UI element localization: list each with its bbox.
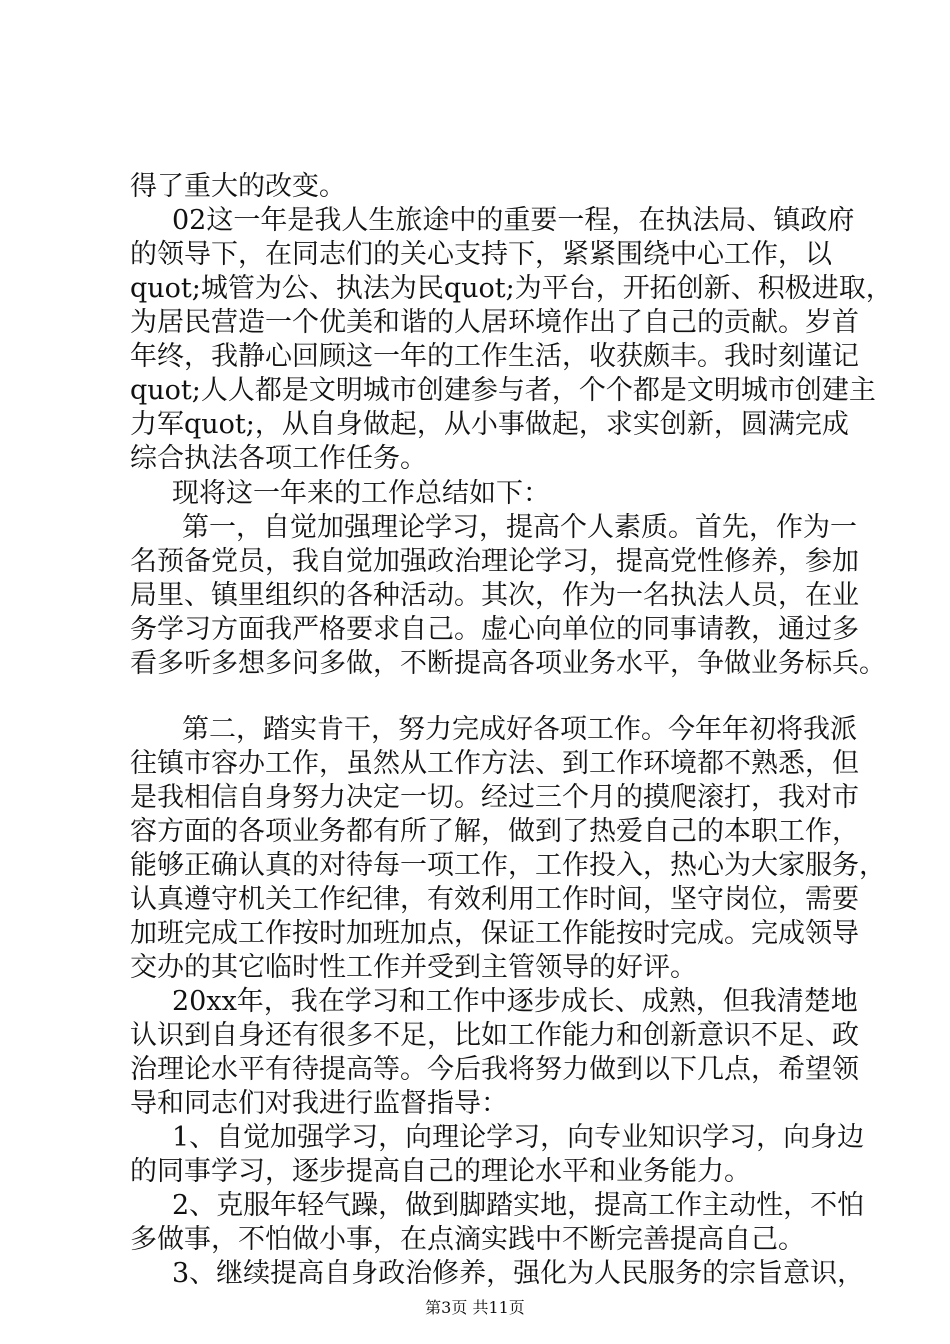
text-line: 第一，自觉加强理论学习，提高个人素质。首先，作为一 [182,512,857,543]
text-line: 02这一年是我人生旅途中的重要一程，在执法局、镇政府 [172,205,855,236]
text-line: 名预备党员，我自觉加强政治理论学习，提高党性修养，参加 [130,546,859,577]
text-line: 看多听多想多问多做，不断提高各项业务水平，争做业务标兵。 [130,648,886,679]
text-line: 交办的其它临时性工作并受到主管领导的好评。 [130,952,697,983]
text-line: 多做事，不怕做小事，在点滴实践中不断完善提高自己。 [130,1224,805,1255]
text-line: 年终，我静心回顾这一年的工作生活，收获颇丰。我时刻谨记 [130,341,859,372]
text-line: 的同事学习，逐步提高自己的理论水平和业务能力。 [130,1156,751,1187]
text-line: 治理论水平有待提高等。今后我将努力做到以下几点，希望领 [130,1054,859,1085]
text-line: quot;城管为公、执法为民quot;为平台，开拓创新、积极进取， [130,273,893,304]
text-line: 得了重大的改变。 [130,171,346,202]
text-line: 局里、镇里组织的各种活动。其次，作为一名执法人员，在业 [130,580,859,611]
text-line: 综合执法各项工作任务。 [130,443,427,474]
text-line: 导和同志们对我进行监督指导： [130,1088,508,1119]
text-line: 的领导下，在同志们的关心支持下，紧紧围绕中心工作，以 [130,239,832,270]
text-line: 1、自觉加强学习，向理论学习，向专业知识学习，向身边 [172,1122,865,1153]
text-line: 务学习方面我严格要求自己。虚心向单位的同事请教，通过多 [130,614,859,645]
text-line: quot;人人都是文明城市创建参与者，个个都是文明城市创建主 [130,375,876,406]
text-line: 第二，踏实肯干，努力完成好各项工作。今年年初将我派 [182,714,857,745]
text-line: 力军quot;，从自身做起，从小事做起，求实创新，圆满完成 [130,409,849,440]
text-line: 20xx年，我在学习和工作中逐步成长、成熟，但我清楚地 [172,986,858,1017]
text-line: 是我相信自身努力决定一切。经过三个月的摸爬滚打，我对市 [130,782,859,813]
page-number-footer: 第3页 共11页 [425,1298,525,1317]
text-line: 3、继续提高自身政治修养，强化为人民服务的宗旨意识， [172,1258,865,1289]
text-line: 容方面的各项业务都有所了解，做到了热爱自己的本职工作， [130,816,859,847]
text-line: 为居民营造一个优美和谐的人居环境作出了自己的贡献。岁首 [130,307,859,338]
text-line: 加班完成工作按时加班加点，保证工作能按时完成。完成领导 [130,918,859,949]
text-line: 认识到自身还有很多不足，比如工作能力和创新意识不足、政 [130,1020,859,1051]
text-line: 2、克服年轻气躁，做到脚踏实地，提高工作主动性，不怕 [172,1190,865,1221]
text-line: 往镇市容办工作，虽然从工作方法、到工作环境都不熟悉，但 [130,748,859,779]
text-line: 能够正确认真的对待每一项工作，工作投入，热心为大家服务， [130,850,886,881]
text-line: 认真遵守机关工作纪律，有效利用工作时间，坚守岗位，需要 [130,884,859,915]
text-line: 现将这一年来的工作总结如下： [172,478,550,509]
